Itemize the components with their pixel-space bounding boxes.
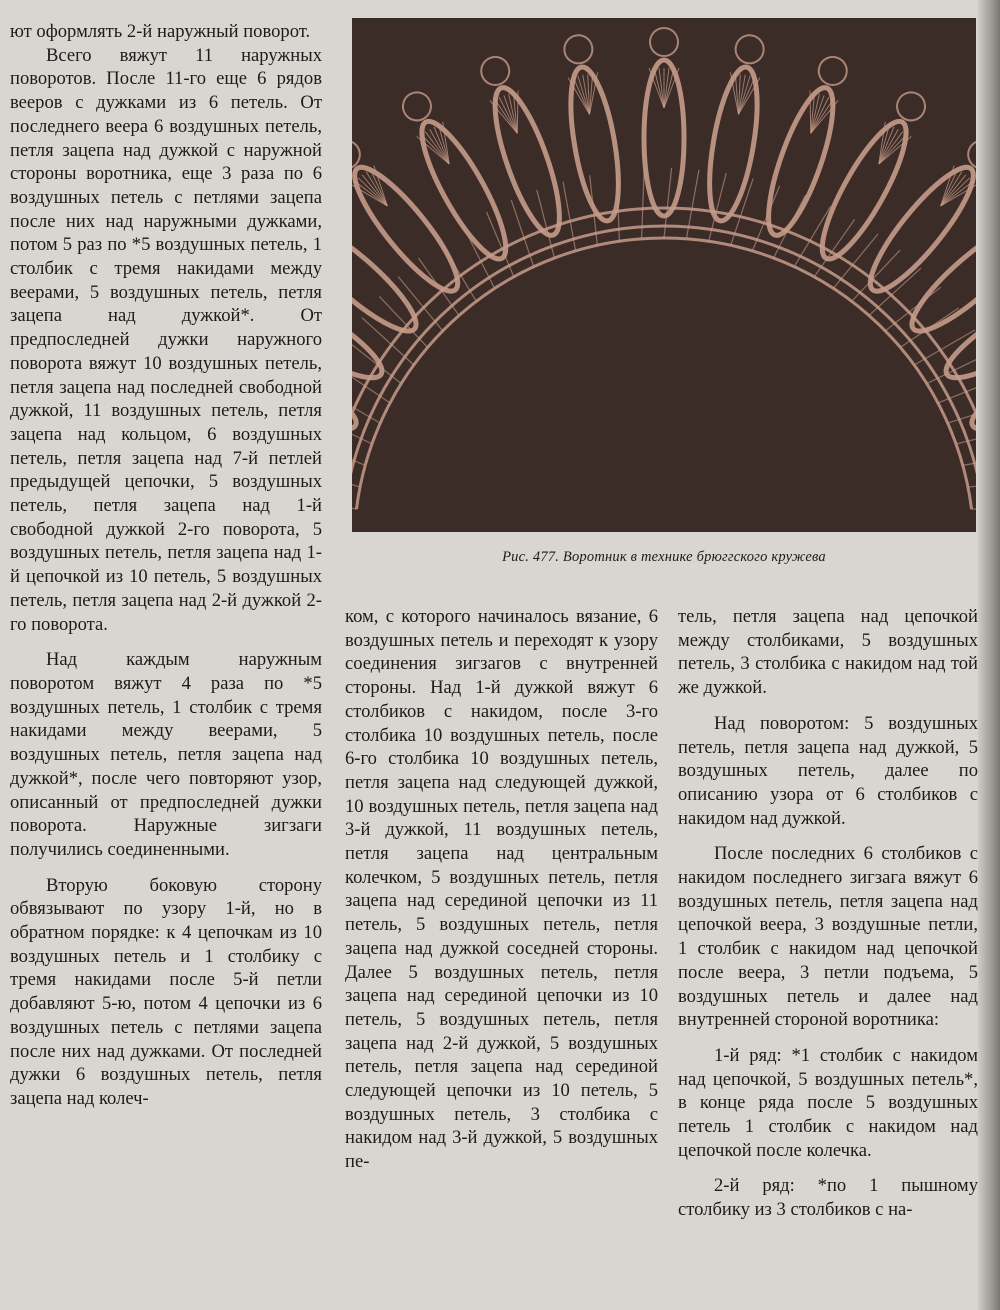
paragraph: 2-й ряд: *по 1 пышному столбику из 3 столбиков с на- [678,1175,978,1221]
lace-collar-illustration [352,18,976,532]
lace-loop [352,131,471,302]
lace-loop [644,28,684,216]
paragraph: Всего вяжут 11 наружных поворотов. После 11-го еще 6 рядов вееров с дужками из 6 петель. От последнего веера 6 воздушных петель, петля зацепа над дужкой с наружной стороны воротника, еще 3 раза по 6 воздушных петель с петлями зацепа после них над наружными дужками, потом 5 раз по *5 воздушных петель, 1 столбик с тремя накидами между веерами, 5 воздушных петель, петля зацепа над дужкой*. От предпоследней дужки наружного поворота вяжут 10 воздушных петель, петля зацепа над последней свободной дужкой, 11 воздушных петель, петля зацепа над кольцом, 6 воздушных петель, петля зацепа над 7-й петлей предыдущей цепочки, 5 воздушных петель, петля зацепа над 1-й свободной дужкой 2-го поворота, 5 воздушных петель, петля зацепа над 1-й цепочкой из 10 петель, 5 воздушных петель, петля зацепа над 2-й дужкой 2-го поворота. [10,44,322,635]
lace-loop [700,32,771,224]
paragraph: Вторую боковую сторону обвязывают по узору 1-й, но в обратном порядке: к 4 цепочкам из 10 воздушных петель и 1 столбику с тремя накидами после 5-й петли добавляют 5-ю, потом 4 цепочки из 6 воздушных петель с петлями зацепа после них над дужками. От последней дужки 6 воздушных петель, петля зацепа над колеч- [10,874,322,1109]
paragraph: После последних 6 столбиков с накидом последнего зигзага вяжут 6 воздушных петель, петля зацепа над цепочкой веера, 3 воздушные петли, 1 столбик с накидом над цепочкой после веера, 3 петли подъема, 5 воздушных петель и далее над внутренней стороной воротника: [678,843,978,1031]
page-edge-shadow [978,0,1000,1310]
lace-band [356,238,971,509]
lace-collar-photo [352,18,976,532]
text-column-1 [10,20,322,1111]
text-column-3 [678,605,978,1222]
lace-loop [393,84,520,268]
lace-tie [914,330,975,365]
paragraph: Над поворотом: 5 воздушных петель, петля зацепа над дужкой, 5 воздушных петель, далее по описанию узора от 6 столбиков с накидом над дужкой. [678,712,978,829]
paragraph: Над каждым наружным поворотом вяжут 4 раза по *5 воздушных петель, 1 столбик с тремя накидами между веерами, 5 воздушных петель, петля зацепа над дужкой*, после чего повторяют узор, описанный от предпоследней дужки поворота. Наружные зигзаги получились соединенными. [10,649,322,860]
lace-loop [756,51,856,242]
paragraph: ком, с которого начиналось вязание, 6 воздушных петель и переходят к узору соединения зигзагов с внутренней стороны. Над 1-й дужкой вяжут 6 столбиков с накидом, после 3-го столбика 10 воздушных петель, после 6-го столбика 10 воздушных петель, петля зацепа над следующей дужкой, 10 воздушных петель, петля зацепа над 3-й дужкой, 11 воздушных петель, петля зацепа над центральным колечком, 5 воздушных петель, петля зацепа над серединой цепочки из 11 петель, 5 воздушных петель, петля зацепа над дужкой соседней стороны. Далее 5 воздушных петель, петля зацепа над серединой цепочки из 10 петель, 5 воздушных петель, петля зацепа над 2-й дужкой, 5 воздушных петель, петля зацепа над серединой следующей цепочки из 10 петель, 5 воздушных петель, 3 столбика с накидом над 3-й дужкой, 5 воздушных пе- [345,606,658,1173]
paragraph: ют оформлять 2-й наружный поворот. [10,21,311,42]
lace-tie [511,200,533,267]
figure-caption: Рис. 477. Воротник в технике брюггского кружева [502,549,826,565]
lace-tie [642,169,645,239]
paragraph: 1-й ряд: *1 столбик с накидом над цепочкой, 5 воздушных петель*, в конце ряда после 5 воздушных петель 1 столбик с накидом над цепочкой после колечка. [678,1044,978,1161]
text-column-2 [345,605,658,1174]
paragraph: тель, петля зацепа над цепочкой между столбиками, 5 воздушных петель, 3 столбика с накидом над той же дужкой. [678,606,978,699]
